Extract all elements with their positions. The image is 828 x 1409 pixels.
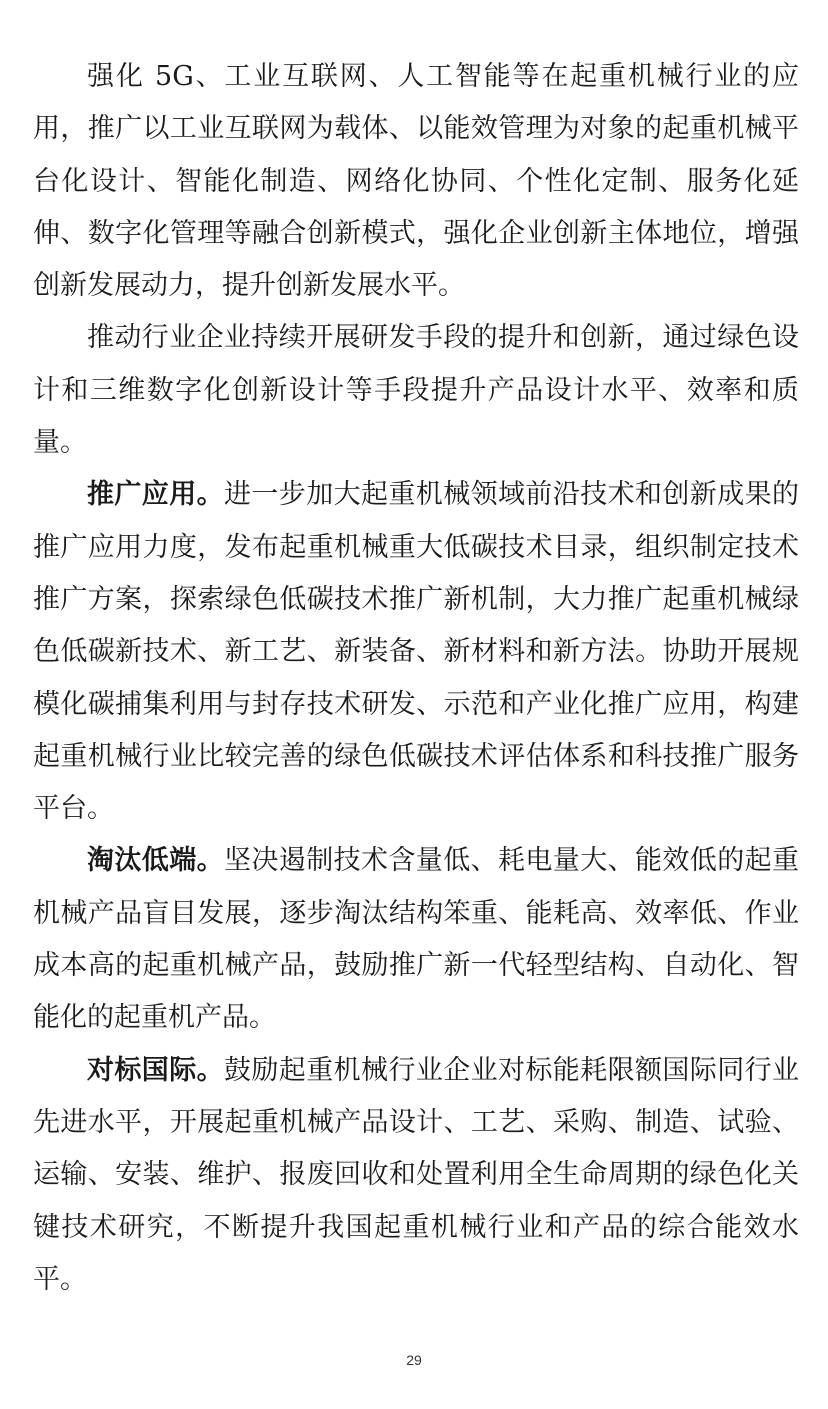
paragraph-rd-design xyxy=(33,312,799,469)
paragraph-5g-innovation xyxy=(33,51,799,312)
paragraph-lead-heading: 淘汰低端。 xyxy=(87,845,224,877)
paragraph-text: 坚决遏制技术含量低、耗电量大、能效低的起重机械产品盲目发展，逐步淘汰结构笨重、能耗高、效率低、作业成本高的起重机械产品，鼓励推广新一代轻型结构、自动化、智能化的起重机产品。 xyxy=(33,845,799,1034)
paragraph-text: 鼓励起重机械行业企业对标能耗限额国际同行业先进水平，开展起重机械产品设计、工艺、采购、制造、试验、运输、安装、维护、报废回收和处置利用全生命周期的绿色化关键技术研究，不断提升我国起重机械行业和产品的综合能效水平。 xyxy=(33,1054,799,1295)
paragraph-text: 推动行业企业持续开展研发手段的提升和创新，通过绿色设计和三维数字化创新设计等手段提升产品设计水平、效率和质量。 xyxy=(33,322,799,459)
paragraph-eliminate-low-end xyxy=(33,835,799,1044)
paragraph-text: 强化 5G、工业互联网、人工智能等在起重机械行业的应用，推广以工业互联网为载体、以能效管理为对象的起重机械平台化设计、智能化制造、网络化协同、个性化定制、服务化延伸、数字化管理等融合创新模式，强化企业创新主体地位，增强创新发展动力，提升创新发展水平。 xyxy=(33,61,799,302)
paragraph-text: 进一步加大起重机械领域前沿技术和创新成果的推广应用力度，发布起重机械重大低碳技术目录，组织制定技术推广方案，探索绿色低碳技术推广新机制，大力推广起重机械绿色低碳新技术、新工艺、新装备、新材料和新方法。协助开展规模化碳捕集利用与封存技术研发、示范和产业化推广应用，构建起重机械行业比较完善的绿色低碳技术评估体系和科技推广服务平台。 xyxy=(33,479,799,825)
paragraph-international-benchmark xyxy=(33,1045,799,1306)
paragraph-promote-application xyxy=(33,469,799,835)
page-number: 29 xyxy=(406,1352,422,1368)
paragraph-lead-heading: 对标国际。 xyxy=(87,1054,224,1086)
paragraph-lead-heading: 推广应用。 xyxy=(87,479,224,511)
document-body xyxy=(33,51,799,1306)
